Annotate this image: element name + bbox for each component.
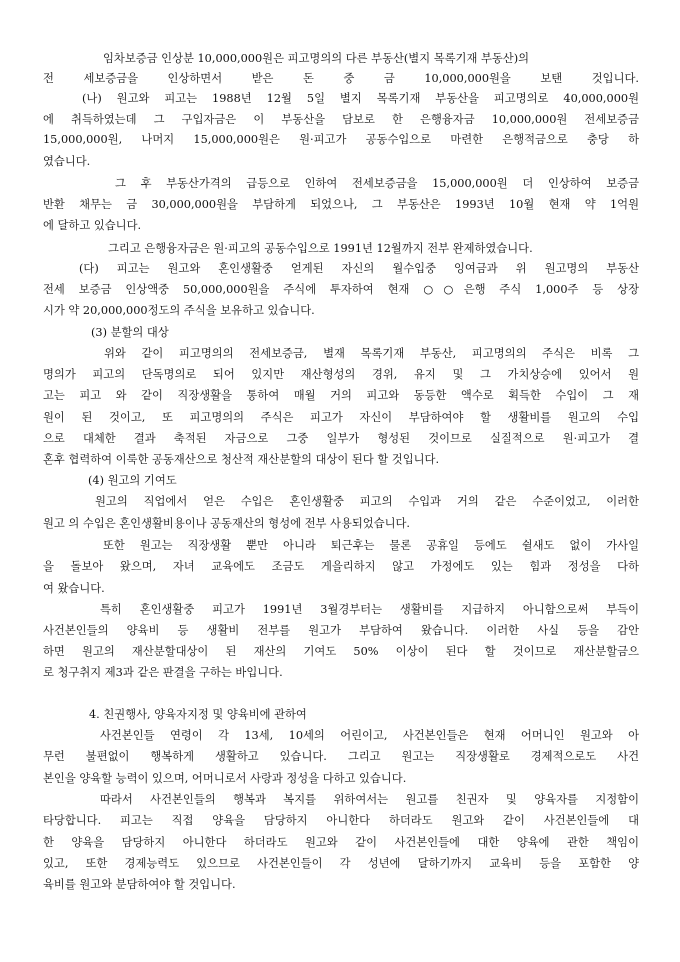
text-line: 으로 대체한 결과 축적된 자금으로 그중 일부가 형성된 것이므로 실질적으로 원·피고가 결 xyxy=(43,432,639,445)
text-line: 시가 약 20,000,000정도의 주식을 보유하고 있습니다. xyxy=(43,304,315,317)
text-line: 임차보증금 인상분 10,000,000원은 피고명의의 다른 부동산(별지 목록기재 부동산)의 xyxy=(103,52,530,65)
text-line: 사건본인들의 양육비 등 생활비 전부를 원고가 부담하여 왔습니다. 이러한 사실 등을 감안 xyxy=(43,624,639,637)
text-line: 을 돌보아 왔으며, 자녀 교육에도 조금도 게을리하지 않고 가정에도 있는 힘과 정성을 다하 xyxy=(43,560,639,573)
section-heading: 4. 친권행사, 양육자지정 및 양육비에 관하여 xyxy=(89,708,307,721)
text-line: 한 양육을 담당하지 아니한다 하더라도 원고와 같이 사건본인들에 대한 양육에 관한 책임이 xyxy=(43,836,639,849)
text-line: 고는 피고 와 같이 직장생활을 통하여 매월 거의 피고와 동등한 액수로 획득한 수입이 그 재 xyxy=(43,389,639,402)
text-line: 특히 혼인생활중 피고가 1991년 3월경부터는 생활비를 지급하지 아니함으로써 부득이 xyxy=(100,603,639,616)
text-line: 혼후 협력하여 이룩한 공동재산으로 청산적 재산분할의 대상이 된다 할 것입니다. xyxy=(43,453,440,466)
text-line: (나) 원고와 피고는 1988년 12월 5일 별지 목록기재 부동산을 피고명의로 40,000,000원 xyxy=(82,92,639,105)
text-line: 로 청구취지 제3과 같은 판결을 구하는 바입니다. xyxy=(43,666,283,679)
text-line: 였습니다. xyxy=(43,155,91,168)
section-heading: (4) 원고의 기여도 xyxy=(88,474,177,487)
text-line: 명의가 피고의 단독명의로 되어 있지만 재산형성의 경위, 유지 및 그 가치상승에 있어서 원 xyxy=(43,368,639,381)
text-line: 여 왔습니다. xyxy=(43,582,105,595)
text-line: 원고의 직업에서 얻은 수입은 혼인생활중 피고의 수입과 거의 같은 수준이었고, 이러한 xyxy=(95,495,639,508)
text-line: 원고 의 수입은 혼인생활비용이나 공동재산의 형성에 전부 사용되었습니다. xyxy=(43,517,411,530)
text-line: 하면 원고의 재산분할대상이 된 재산의 기여도 50% 이상이 된다 할 것이므로 재산분할금으 xyxy=(43,645,639,658)
text-line: 육비를 원고와 분담하여야 할 것입니다. xyxy=(43,878,236,891)
text-line: 반환 채무는 금 30,000,000원을 부담하게 되었으나, 그 부동산은 1993년 10월 현재 약 1억원 xyxy=(43,198,639,211)
text-line: 타당합니다. 피고는 직접 양육을 담당하지 아니한다 하더라도 원고와 같이 사건본인들에 대 xyxy=(43,814,639,827)
text-line: 또한 원고는 직장생활 뿐만 아니라 퇴근후는 물론 공휴일 등에도 쉴새도 없이 가사일 xyxy=(103,539,639,552)
text-line: 무런 불편없이 행복하게 생활하고 있습니다. 그리고 원고는 직장생활로 경제적으로도 사건 xyxy=(43,750,639,763)
text-line: 그 후 부동산가격의 급등으로 인하여 전세보증금을 15,000,000원 더 인상하여 보증금 xyxy=(115,177,639,190)
text-line: 전 세보증금을 인상하면서 받은 돈 중 금 10,000,000원을 보탠 것입니다. xyxy=(43,72,639,85)
text-line: 위와 같이 피고명의의 전세보증금, 별재 목록기재 부동산, 피고명의의 주식은 비록 그 xyxy=(104,347,639,360)
text-line: 있고, 또한 경제능력도 있으므로 사건본인들이 각 성년에 달하기까지 교육비 등을 포함한 양 xyxy=(43,857,639,870)
text-line: 본인을 양육할 능력이 있으며, 어머니로서 사랑과 정성을 다하고 있습니다. xyxy=(43,772,407,785)
text-line: (다) 피고는 원고와 혼인생활중 얻게된 자신의 월수입중 잉여금과 위 원고명의 부동산 xyxy=(79,262,639,275)
text-line: 그리고 은행융자금은 원·피고의 공동수입으로 1991년 12월까지 전부 완제하였습니다. xyxy=(108,242,533,255)
text-line: 에 취득하였는데 그 구입자금은 이 부동산을 담보로 한 은행융자금 10,000,000원 전세보증금 xyxy=(43,113,639,126)
text-line: 사건본인들 연령이 각 13세, 10세의 어린이고, 사건본인들은 현재 어머니인 원고와 아 xyxy=(100,729,639,742)
text-line: 따라서 사건본인들의 행복과 복지를 위하여서는 원고를 친권자 및 양육자를 지정함이 xyxy=(100,793,639,806)
text-line: 15,000,000원, 나머지 15,000,000원은 원·피고가 공동수입으로 마련한 은행적금으로 충당 하 xyxy=(43,133,639,146)
text-line: 전세 보증금 인상액중 50,000,000원을 주식에 투자하여 현재 ○○은행 주식 1,000주 등 상장 xyxy=(43,283,639,296)
text-line: 에 달하고 있습니다. xyxy=(43,219,142,232)
section-heading: (3) 분할의 대상 xyxy=(91,326,169,339)
text-line: 원이 된 것이고, 또 피고명의의 주식은 피고가 자신이 부담하여야 할 생활비를 원고의 수입 xyxy=(43,411,639,424)
